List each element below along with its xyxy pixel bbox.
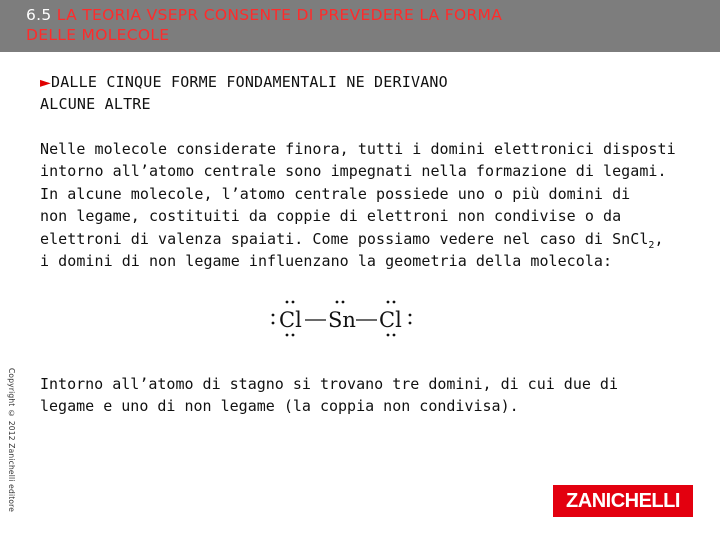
center-atom: Sn bbox=[328, 308, 356, 332]
section-subtitle bbox=[40, 72, 680, 115]
zanichelli-logo: ZANICHELLI bbox=[553, 485, 693, 517]
copyright-notice: Copyright © 2012 Zanichelli editore bbox=[7, 368, 16, 513]
comma: , bbox=[654, 229, 664, 248]
paragraph-line: Nelle molecole considerate finora, tutti i domini elettronici disposti bbox=[40, 140, 676, 158]
right-atom: Cl bbox=[379, 308, 402, 332]
body-paragraph bbox=[40, 138, 700, 272]
arrow-bullet-icon: ► bbox=[40, 75, 51, 91]
paragraph-line: elettroni di valenza spaiati. Come possiamo vedere nel caso di SnCl bbox=[40, 229, 649, 248]
subscript: 2 bbox=[648, 239, 655, 251]
title-line-2: DELLE MOLECOLE bbox=[26, 26, 170, 44]
paragraph-line: i domini di non legame influenzano la geometria della molecola: bbox=[40, 252, 613, 271]
subtitle-line-1: DALLE CINQUE FORME FONDAMENTALI NE DERIVANO bbox=[50, 73, 448, 91]
paragraph-line: legame e uno di non legame (la coppia non condivisa). bbox=[40, 397, 519, 416]
slide-header bbox=[0, 0, 720, 52]
section-number: 6.5 bbox=[26, 6, 52, 24]
left-atom: Cl bbox=[279, 308, 302, 332]
title-line-1: LA TEORIA VSEPR CONSENTE DI PREVEDERE LA FORMA bbox=[56, 6, 503, 24]
paragraph-line: In alcune molecole, l’atomo centrale possiede uno o più domini di bbox=[40, 184, 631, 203]
lewis-structure bbox=[266, 296, 416, 340]
paragraph-line: intorno all’atomo centrale sono impegnati nella formazione di legami. bbox=[40, 162, 667, 181]
subtitle-line-2: ALCUNE ALTRE bbox=[40, 95, 151, 113]
slide-title bbox=[26, 5, 706, 45]
body-paragraph-2 bbox=[40, 373, 680, 418]
paragraph-line: Intorno all’atomo di stagno si trovano tre domini, di cui due di bbox=[40, 375, 618, 393]
paragraph-line: non legame, costituiti da coppie di elettroni non condivise o da bbox=[40, 207, 622, 226]
